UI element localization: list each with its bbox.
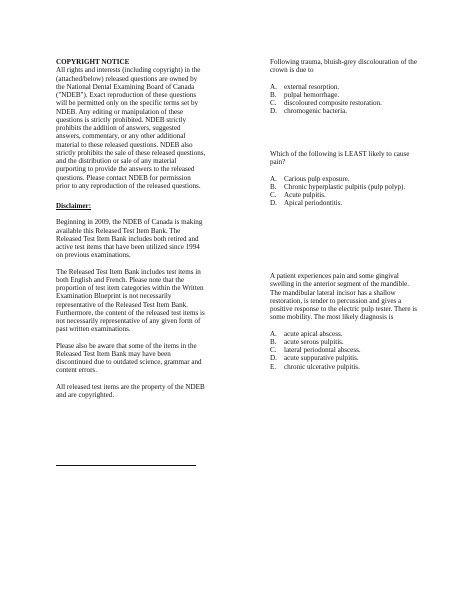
disclaimer-heading: Disclaimer: xyxy=(56,202,92,210)
option-text: Carious pulp exposure. xyxy=(284,174,350,183)
option-letter: E. xyxy=(270,362,277,371)
option-letter: D. xyxy=(270,107,277,116)
option-list xyxy=(270,330,420,371)
option-letter: C. xyxy=(270,346,277,354)
copyright-heading: COPYRIGHT NOTICE xyxy=(56,58,130,66)
disclaimer-paragraph-4: All released test items are the property of the NDEB and are copyrighted. xyxy=(56,382,205,399)
option-letter: B. xyxy=(270,337,277,346)
option-text: chronic ulcerative pulpitis. xyxy=(284,362,360,371)
option-letter: A. xyxy=(270,174,277,183)
question-2 xyxy=(270,150,420,208)
option xyxy=(270,354,420,362)
disclaimer-paragraph-1: Beginning in 2009, the NDEB of Canada is making available this Released Test Item Bank. The Released Test Item Bank includes both retired and active test items that have been utilized since 1994 on previous examinations. xyxy=(56,218,203,260)
question-stem: A patient experiences pain and some gingival swelling in the anterior segment of the mandible. The mandibular lateral incisor has a shallow restoration, is tender to percussion and gives a positive response to the electric pulp tester. There is some mobility. The most likely diagnosis is xyxy=(270,272,418,322)
option-letter: A. xyxy=(270,329,277,338)
question-stem: Which of the following is LEAST likely to cause pain? xyxy=(270,150,410,167)
option-text: Apical periodontitis. xyxy=(284,199,343,208)
copyright-body: All rights and interests (including copyright) in the (attached/below) released questions are owned by the National Dental Examining Board of Canada ("NDEB"). Exact reproduction of these questions will be permitted only on the specific terms set by NDEB. Any editing or manipulation of these questions is strictly prohibited. NDEB strictly prohibits the addition of answers, suggested answers, commentary, or any other additional material to these released questions. NDEB also strictly prohibits the sale of these released questions, and the distribution or sale of any material purporting to provide the answers to the released questions. Please contact NDEB for permission prior to any reproduction of the released questions. xyxy=(56,66,206,190)
option-letter: A. xyxy=(270,82,277,91)
option-list xyxy=(270,175,420,208)
option-letter: B. xyxy=(270,90,277,99)
option xyxy=(270,91,420,99)
option-letter: C. xyxy=(270,191,277,199)
option xyxy=(270,83,420,91)
option-text: Chronic hyperplastic pulpitis (pulp polyp). xyxy=(284,182,406,191)
option xyxy=(270,99,420,107)
option-text: lateral periodontal abscess. xyxy=(284,346,361,354)
option-text: Acute pulpitis. xyxy=(284,191,326,199)
option-text: chromogenic bacteria. xyxy=(284,107,348,116)
question-1 xyxy=(270,58,420,116)
left-column xyxy=(56,58,206,399)
option xyxy=(270,346,420,354)
option xyxy=(270,183,420,191)
option-text: acute serous pulpitis. xyxy=(284,337,344,346)
option xyxy=(270,199,420,207)
option xyxy=(270,338,420,346)
option-text: discoloured composite restoration. xyxy=(284,99,382,107)
option-letter: C. xyxy=(270,99,277,107)
option-letter: D. xyxy=(270,199,277,208)
option xyxy=(270,175,420,183)
option-letter: B. xyxy=(270,182,277,191)
option-text: external resorption. xyxy=(284,82,340,91)
option-list xyxy=(270,83,420,116)
option xyxy=(270,107,420,115)
footer-divider xyxy=(56,465,196,466)
option xyxy=(270,330,420,338)
disclaimer-paragraph-2: The Released Test Item Bank includes test items in both English and French. Please note that the proportion of test item categories within the Written Examination Blueprint is not necessarily representative of the Released Test Item Bank. Furthermore, the content of the released test items is not necessarily representative of any given form of past written examinations. xyxy=(56,267,205,334)
option xyxy=(270,363,420,371)
option-letter: D. xyxy=(270,354,277,363)
option-text: pulpal hemorrhage. xyxy=(284,90,340,99)
option xyxy=(270,191,420,199)
option-text: acute apical abscess. xyxy=(284,329,343,338)
question-stem: Following trauma, bluish-grey discolouration of the crown is due to xyxy=(270,58,417,75)
question-3 xyxy=(270,272,420,371)
option-text: acute suppurative pulpitis. xyxy=(284,354,359,363)
disclaimer-paragraph-3: Please also be aware that some of the items in the Released Test Item Bank may have been discontinued due to outdated science, grammar and content errors. xyxy=(56,341,202,375)
